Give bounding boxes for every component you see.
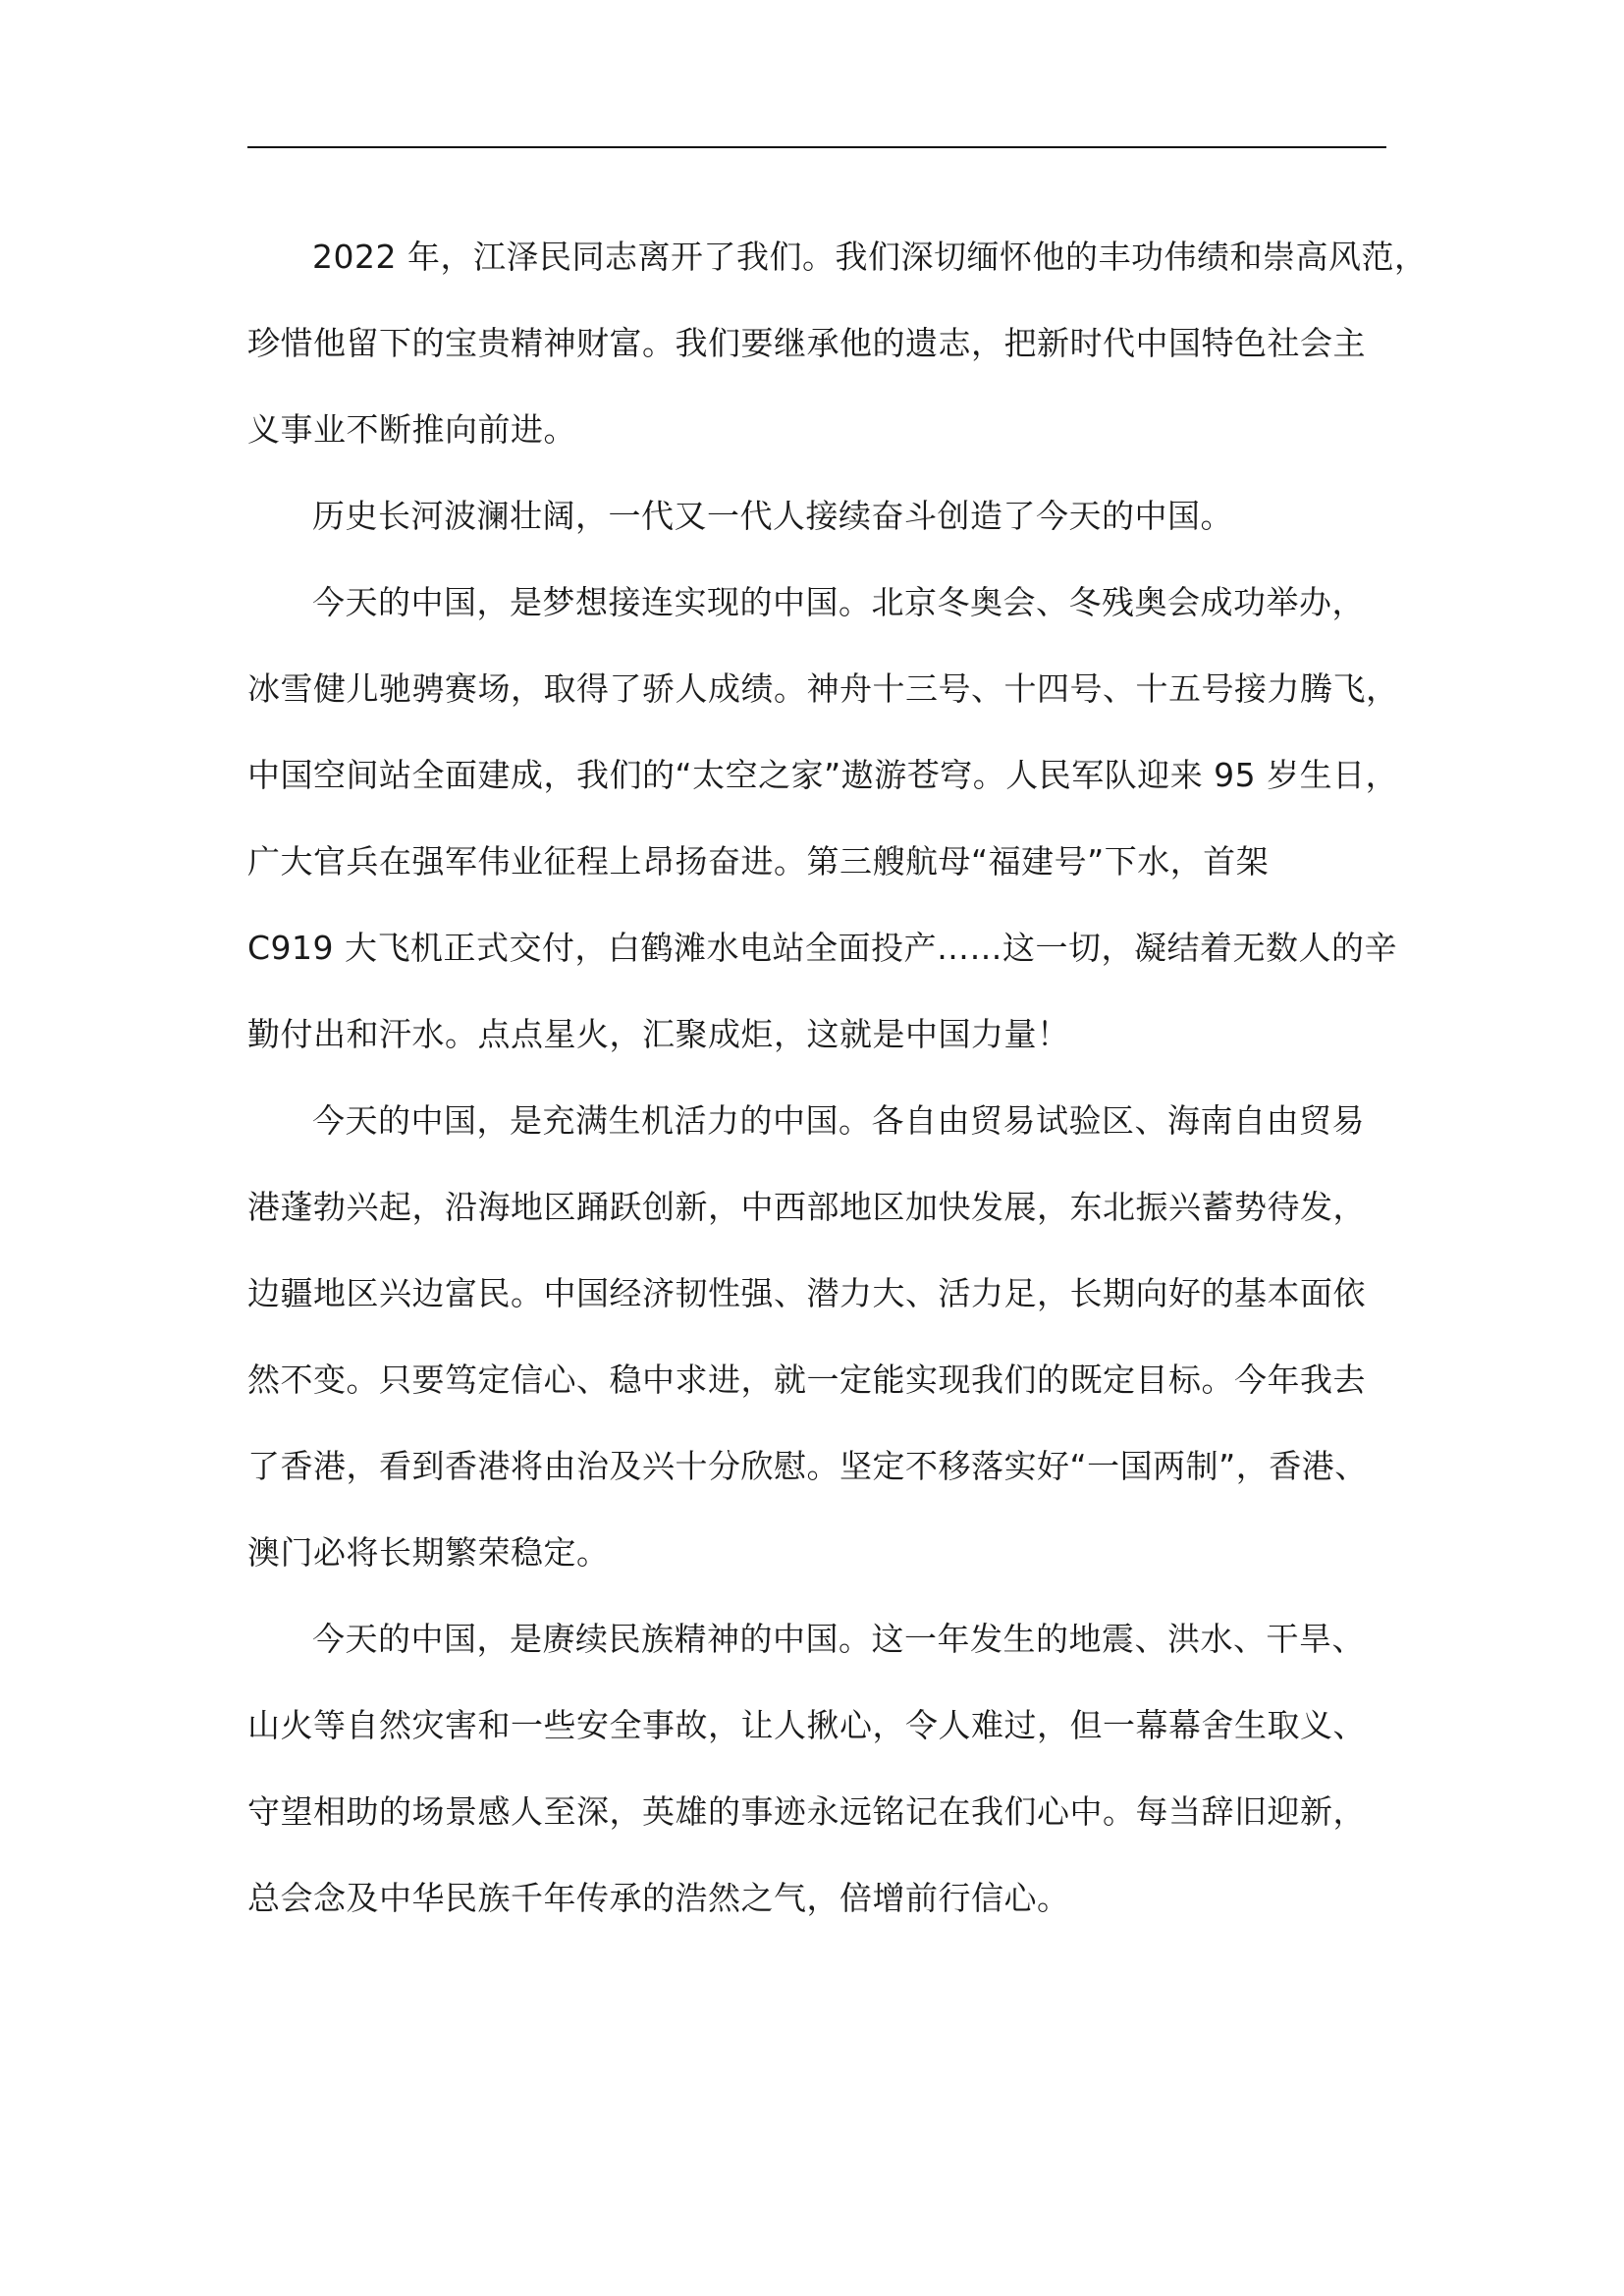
paragraph-3-line-1: 今天的中国，是梦想接连实现的中国。北京冬奥会、冬残奥会成功举办， — [312, 583, 1365, 621]
paragraph-2-line-1: 历史长河波澜壮阔，一代又一代人接续奋斗创造了今天的中国。 — [312, 497, 1233, 535]
paragraph-5-line-4: 总会念及中华民族千年传承的浩然之气，倍增前行信心。 — [247, 1879, 1070, 1917]
paragraph-4-line-1: 今天的中国，是充满生机活力的中国。各自由贸易试验区、海南自由贸易 — [312, 1101, 1365, 1140]
paragraph-5-line-3: 守望相助的场景感人至深，英雄的事迹永远铭记在我们心中。每当辞旧迎新， — [247, 1792, 1366, 1831]
paragraph-3-line-5: C919 大飞机正式交付，白鹤滩水电站全面投产……这一切，凝结着无数人的辛 — [247, 929, 1398, 967]
paragraph-5-line-1: 今天的中国，是赓续民族精神的中国。这一年发生的地震、洪水、干旱、 — [312, 1620, 1365, 1658]
paragraph-3-line-4: 广大官兵在强军伟业征程上昂扬奋进。第三艘航母“福建号”下水，首架 — [247, 842, 1270, 881]
paragraph-1-line-1: 2022 年，江泽民同志离开了我们。我们深切缅怀他的丰功伟绩和崇高风范， — [312, 238, 1428, 276]
paragraph-4-line-5: 了香港，看到香港将由治及兴十分欣慰。坚定不移落实好“一国两制”，香港、 — [247, 1447, 1368, 1485]
paragraph-4-line-4: 然不变。只要笃定信心、稳中求进，就一定能实现我们的既定目标。今年我去 — [247, 1361, 1366, 1399]
paragraph-3-line-6: 勤付出和汗水。点点星火，汇聚成炬，这就是中国力量！ — [247, 1015, 1070, 1053]
paragraph-1-line-2: 珍惜他留下的宝贵精神财富。我们要继承他的遗志，把新时代中国特色社会主 — [247, 324, 1366, 362]
paragraph-4-line-2: 港蓬勃兴起，沿海地区踊跃创新，中西部地区加快发展，东北振兴蓄势待发， — [247, 1188, 1366, 1226]
header-rule — [247, 146, 1386, 148]
paragraph-3-line-3: 中国空间站全面建成，我们的“太空之家”遨游苍穹。人民军队迎来 95 岁生日， — [247, 756, 1399, 794]
paragraph-4-line-3: 边疆地区兴边富民。中国经济韧性强、潜力大、活力足，长期向好的基本面依 — [247, 1274, 1366, 1312]
paragraph-3-line-2: 冰雪健儿驰骋赛场，取得了骄人成绩。神舟十三号、十四号、十五号接力腾飞， — [247, 669, 1399, 708]
paragraph-1-line-3: 义事业不断推向前进。 — [247, 410, 576, 449]
paragraph-5-line-2: 山火等自然灾害和一些安全事故，让人揪心，令人难过，但一幕幕舍生取义、 — [247, 1706, 1366, 1744]
paragraph-4-line-6: 澳门必将长期繁荣稳定。 — [247, 1533, 610, 1572]
